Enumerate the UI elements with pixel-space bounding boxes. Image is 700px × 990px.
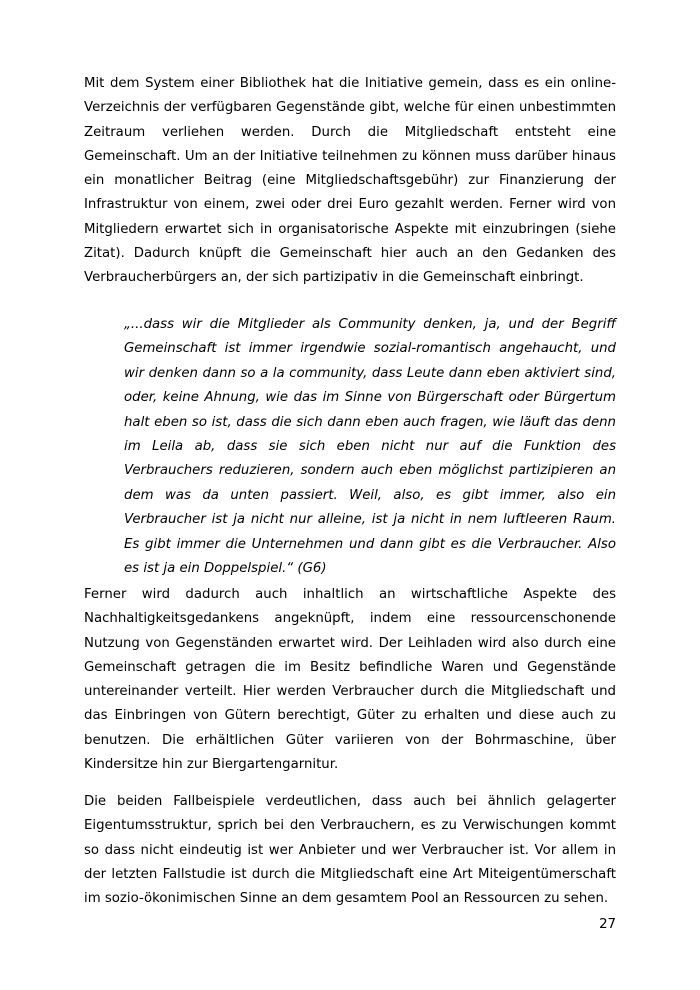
page-number: 27 xyxy=(599,917,616,932)
paragraph-library-comparison: Mit dem System einer Bibliothek hat die Initiative gemein, dass es ein online-Verzeichnis der verfügbaren Gegenstände gibt, welche für einen unbestimmten Zeitraum verliehen werden. Durch die Mitgliedschaft entsteht eine Gemeinschaft. Um an der Initiative teilnehmen zu können muss darüber hinaus ein monatlicher Beitrag (eine Mitgliedschaftsgebühr) zur Finanzierung der Infrastruktur von einem, zwei oder drei Euro gezahlt werden. Ferner wird von Mitgliedern erwartet sich in organisatorische Aspekte mit einzubringen (siehe Zitat). Dadurch knüpft die Gemeinschaft hier auch an den Gedanken des Verbraucherbürgers an, der sich partizipativ in die Gemeinschaft einbringt. xyxy=(84,76,616,286)
interview-quote: „...dass wir die Mitglieder als Community denken, ja, und der Begriff Gemeinschaft ist immer irgendwie sozial-romantisch angehaucht, und wir denken dann so a la community, dass Leute dann eben aktiviert sind, oder, keine Ahnung, wie das im Sinne von Bürgerschaft oder Bürgertum halt eben so ist, dass die sich dann eben auch fragen, wie läuft das denn im Leila ab, dass sie sich eben nicht nur auf die Funktion des Verbrauchers reduzieren, sondern auch eben möglichst partizipieren an dem was da unten passiert. Weil, also, es gibt immer, also ein Verbraucher ist ja nicht nur alleine, ist ja nicht in nem luftleeren Raum. Es gibt immer die Unternehmen und dann gibt es die Verbraucher. Also es ist ja ein Doppelspiel.“ (G6) xyxy=(124,317,616,577)
paragraph-sustainability: Ferner wird dadurch auch inhaltlich an wirtschaftliche Aspekte des Nachhaltigkeitsgedankens angeknüpft, indem eine ressourcenschonende Nutzung von Gegenständen erwartet wird. Der Leihladen wird also durch eine Gemeinschaft getragen die im Besitz befindliche Waren und Gegenstände untereinander verteilt. Hier werden Verbraucher durch die Mitgliedschaft und das Einbringen von Gütern berechtigt, Güter zu erhalten und diese auch zu benutzen. Die erhältlichen Güter variieren von der Bohrmaschine, über Kindersitze hin zur Biergartengarnitur. xyxy=(84,587,616,773)
paragraph-case-studies-conclusion: Die beiden Fallbeispiele verdeutlichen, dass auch bei ähnlich gelagerter Eigentumsstruktur, sprich bei den Verbrauchern, es zu Verwischungen kommt so dass nicht eindeutig ist wer Anbieter und wer Verbraucher ist. Vor allem in der letzten Fallstudie ist durch die Mitgliedschaft eine Art Miteigentümerschaft im sozio-ökonimischen Sinne an dem gesamtem Pool an Ressourcen zu sehen. xyxy=(84,794,616,907)
